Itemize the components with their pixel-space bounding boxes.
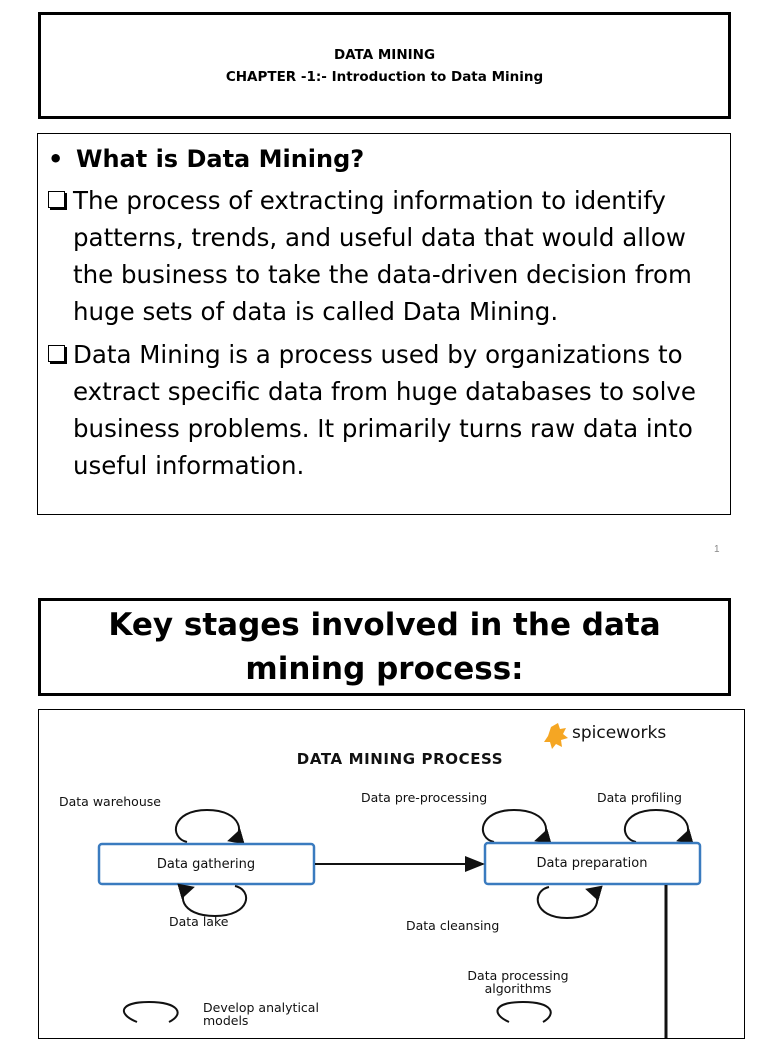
bullet-icon: • [48,145,64,173]
chapter-subtitle: CHAPTER -1:- Introduction to Data Mining [225,68,544,85]
label-models: models [203,1013,249,1028]
label-data-preprocessing: Data pre-processing [361,790,488,805]
loop-icon [124,886,597,1022]
spiceworks-logo [544,723,666,749]
question-text: What is Data Mining? [76,145,365,173]
label-data-cleansing: Data cleansing [406,918,500,933]
diagram-title: DATA MINING PROCESS [296,750,504,768]
checkbox-bullet-icon [48,182,73,330]
spiceworks-logo-icon [544,723,568,749]
definition-paragraph [48,336,716,484]
node-data-preparation: Data preparation [536,856,648,871]
paragraph-text: Data Mining is a process used by organizations to extract specific data from huge databases to solve business problems. It primarily turns raw data into useful information. [73,340,696,480]
checkbox-bullet-icon [48,336,73,484]
label-data-profiling: Data profiling [597,790,682,805]
label-data-processing: Data processing [467,968,569,983]
label-develop-analytical: Develop analytical [203,1000,319,1015]
node-data-gathering: Data gathering [156,857,256,872]
label-data-lake: Data lake [169,914,229,929]
brand-name: spiceworks [572,723,667,743]
label-data-warehouse: Data warehouse [59,794,161,809]
question-item [48,142,716,176]
page-number: 1 [714,544,720,555]
slide-content-box [37,133,731,515]
stages-heading: Key stages involved in the data mining process: [108,607,661,687]
loop-icon [176,810,688,842]
slide-title-box [38,12,731,119]
definition-paragraph [48,182,716,330]
label-algorithms: algorithms [484,981,552,996]
process-diagram-svg [39,710,745,1039]
stages-heading-box [38,598,731,696]
data-mining-process-diagram [38,709,745,1039]
paragraph-text: The process of extracting information to identify patterns, trends, and useful data that would allow the business to take the data-driven decision from huge sets of data is called Data Mining. [73,186,692,326]
document-title: DATA MINING [333,46,436,63]
